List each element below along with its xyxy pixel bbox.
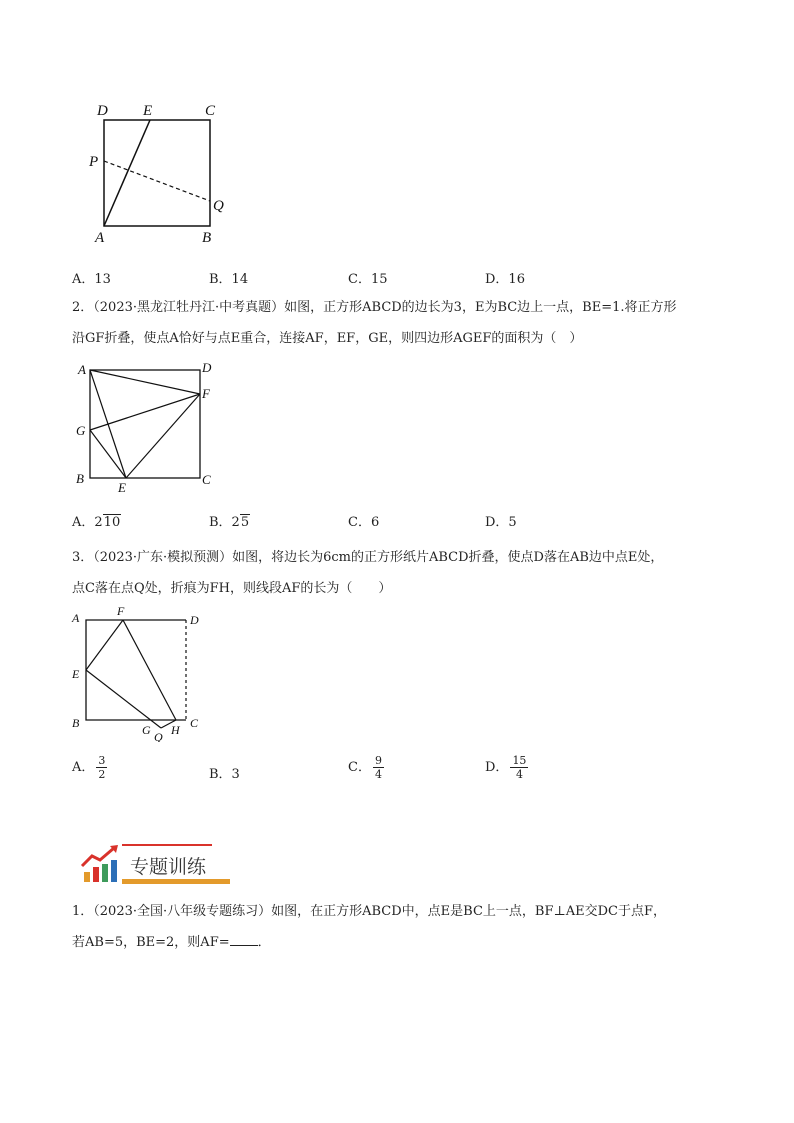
option-d[interactable]: D．5 bbox=[485, 515, 517, 530]
label-a: A bbox=[78, 362, 86, 377]
fraction: $\frac{3}{2}$ bbox=[98, 754, 106, 781]
label-q: Q bbox=[213, 198, 224, 214]
radical: 10 bbox=[103, 515, 121, 530]
label-b: B bbox=[72, 716, 80, 730]
answer-blank[interactable] bbox=[230, 933, 258, 946]
label-h: H bbox=[171, 723, 180, 737]
option-c[interactable]: C．6 bbox=[348, 515, 380, 530]
label-c: C bbox=[202, 472, 211, 487]
label-g: G bbox=[142, 723, 151, 737]
label-d: D bbox=[97, 103, 108, 119]
label-d: D bbox=[190, 613, 199, 627]
label-c: C bbox=[205, 103, 216, 119]
q3-line1: 3．（2023·广东·模拟预测）如图，将边长为6cm的正方形纸片ABCD折叠，使点D落在AB边中点E处， bbox=[72, 550, 664, 565]
training-question-1: 1．（2023·全国·八年级专题练习）如图，在正方形ABCD中，点E是BC上一点，BF⊥AE交DC于点F， 若AB=5，BE=2，则AF= ． bbox=[72, 896, 732, 958]
option-c[interactable]: C．15 bbox=[348, 272, 388, 287]
label-e: E bbox=[72, 667, 80, 681]
segment-pq bbox=[104, 161, 210, 201]
q-prev-options bbox=[72, 268, 692, 288]
label-a: A bbox=[95, 230, 105, 246]
q3-options bbox=[72, 754, 692, 790]
section-title-underline bbox=[122, 879, 230, 884]
t1-line1: 1．（2023·全国·八年级专题练习）如图，在正方形ABCD中，点E是BC上一点，BF⊥AE交DC于点F， bbox=[72, 904, 666, 919]
option-a[interactable]: A． $\frac{3}{2}$ bbox=[72, 754, 106, 781]
label-q: Q bbox=[154, 730, 163, 742]
question-3 bbox=[72, 542, 732, 604]
segment-ae bbox=[104, 120, 150, 226]
label-b: B bbox=[202, 230, 212, 246]
fraction: $\frac{9}{4}$ bbox=[374, 754, 382, 781]
q2-line1: （2023·黑龙江牡丹江·中考真题）如图，正方形ABCD的边长为3，E为BC边上一点，BE=1.将正方形 bbox=[93, 300, 677, 315]
label-p: P bbox=[89, 154, 99, 170]
option-b[interactable]: B．14 bbox=[209, 272, 249, 287]
label-g: G bbox=[76, 423, 86, 438]
label-e: E bbox=[118, 480, 126, 495]
label-c: C bbox=[190, 716, 199, 730]
option-d[interactable]: D． $\frac{15}{4}$ bbox=[485, 754, 527, 781]
question-2 bbox=[72, 292, 732, 354]
option-a[interactable]: A．210 bbox=[72, 515, 121, 530]
option-b[interactable]: B．25 bbox=[209, 515, 250, 530]
figure-1 bbox=[80, 98, 240, 248]
label-f: F bbox=[202, 386, 210, 401]
option-d[interactable]: D．16 bbox=[485, 272, 525, 287]
figure-2 bbox=[70, 356, 230, 496]
option-a[interactable]: A．13 bbox=[72, 272, 111, 287]
option-b[interactable]: B．3 bbox=[209, 767, 240, 782]
q2-options bbox=[72, 511, 692, 531]
growth-chart-icon bbox=[80, 842, 124, 886]
q3-line2: 点C落在点Q处，折痕为FH，则线段AF的长为（ ） bbox=[72, 581, 392, 596]
option-c[interactable]: C． $\frac{9}{4}$ bbox=[348, 754, 382, 781]
q2-line2: 沿GF折叠，使点A恰好与点E重合，连接AF，EF，GE，则四边形AGEF的面积为（ ） bbox=[72, 331, 583, 346]
label-a: A bbox=[72, 611, 80, 625]
section-title-line bbox=[122, 844, 212, 846]
label-b: B bbox=[76, 471, 84, 486]
section-title: 专题训练 bbox=[130, 856, 207, 878]
label-f: F bbox=[117, 604, 125, 618]
radical: 5 bbox=[240, 515, 250, 530]
label-e: E bbox=[143, 103, 153, 119]
label-d: D bbox=[202, 360, 212, 375]
fraction: $\frac{15}{4}$ bbox=[512, 754, 527, 781]
section-header bbox=[80, 838, 240, 888]
square-abcd bbox=[104, 120, 210, 226]
q2-number: 2． bbox=[72, 300, 94, 315]
figure-3 bbox=[66, 602, 216, 742]
